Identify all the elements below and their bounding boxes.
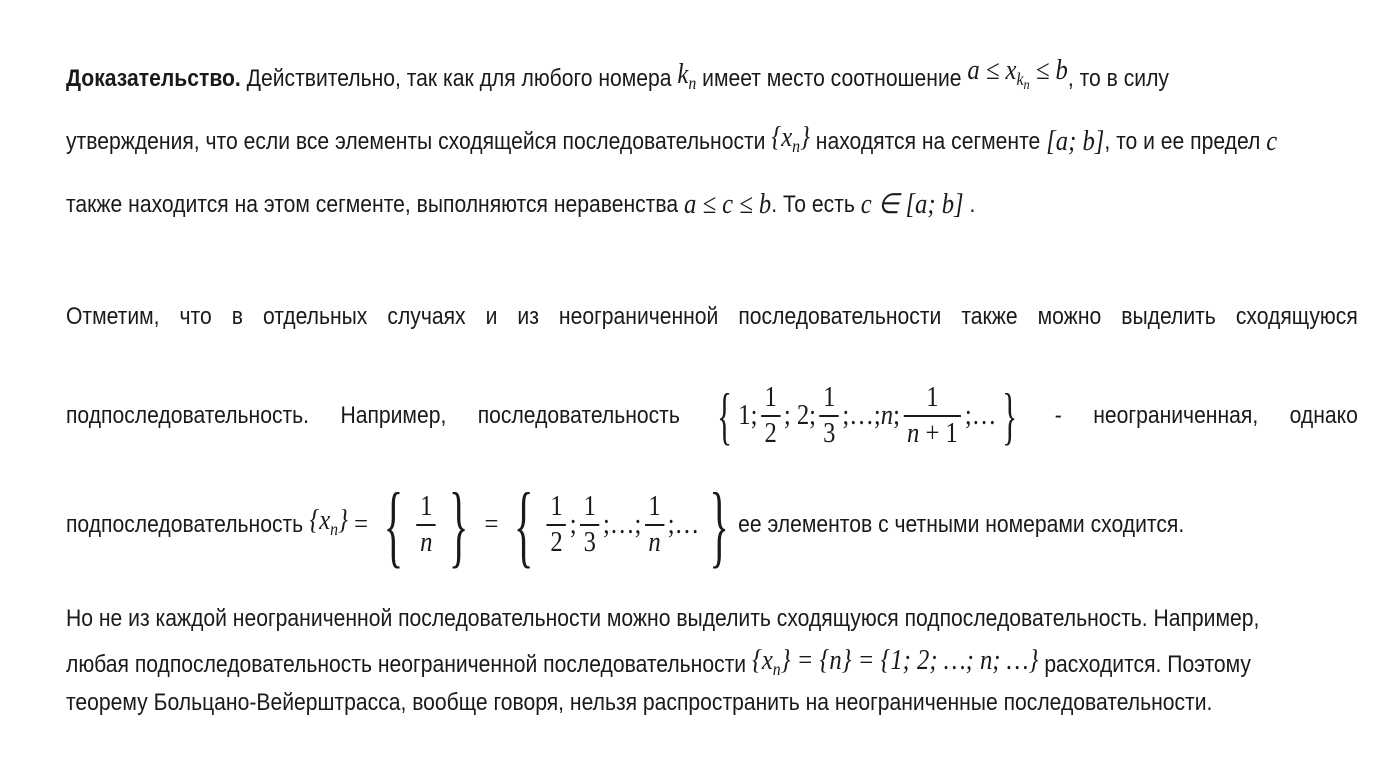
p3-text-2a: любая подпоследовательность неограниченной последовательности bbox=[66, 651, 747, 678]
p2-word: случаях bbox=[387, 303, 466, 330]
p2-line-3 bbox=[66, 474, 1203, 576]
math-diverging-seq: $\{x_n\} = \{n\} = \{1$; 2; …; n; …} bbox=[751, 645, 1039, 679]
p2-text-2f: однако bbox=[1289, 402, 1358, 429]
math-c-in-ab: c ∈ [a; b] bbox=[860, 189, 964, 220]
p2-word: сходящуюся bbox=[1235, 303, 1358, 330]
p2-word: неограниченной bbox=[558, 303, 719, 330]
p1-text-2a: утверждения, что если все элементы сходящейся последовательности bbox=[66, 128, 766, 155]
math-c: c bbox=[1266, 126, 1278, 157]
p3-line-3 bbox=[66, 686, 1213, 720]
math-seq-xn: $\{x_n\}$ bbox=[771, 122, 810, 156]
p2-line-1 bbox=[66, 300, 1358, 334]
p2-text-3b: ее элементов с четными номерами сходится. bbox=[738, 511, 1185, 538]
p2-word: можно bbox=[1037, 303, 1102, 330]
p2-word: также bbox=[961, 303, 1018, 330]
p2-line-2 bbox=[66, 376, 1358, 456]
math-segment-ab: [a; b] bbox=[1046, 126, 1105, 157]
p2-word: Отметим, bbox=[66, 303, 160, 330]
p2-word: в bbox=[231, 303, 243, 330]
proof-label: Доказательство. bbox=[66, 64, 241, 92]
p1-line-3 bbox=[66, 188, 1203, 222]
p2-text-3a: подпоследовательность bbox=[66, 511, 304, 538]
p2-text-2d: - bbox=[1054, 402, 1062, 429]
p1-text-3b: . То есть bbox=[771, 191, 855, 218]
math-unbounded-seq: { 1; $\frac{1}{2}$ ; 2; $\frac{1}{3}$ ;…; n ; $\frac{1}{n + 1}$ ;… } bbox=[717, 380, 1018, 451]
math-subsequence: $\{x_n\}$ = { $\frac{1}{n}$ } = { $\frac{1}{2}$ ; $\frac{1}{3}$ ;…; $\frac{1}{n}$ ;… } bbox=[309, 474, 729, 576]
p1-text-1a: Действительно, так как для любого номера bbox=[246, 64, 672, 92]
math-inequality-c: a ≤ c ≤ b bbox=[683, 189, 772, 220]
p2-word: что bbox=[179, 303, 212, 330]
math-kn: $k_n$ bbox=[677, 58, 697, 93]
p1-text-3a: также находится на этом сегменте, выполняются неравенства bbox=[66, 191, 679, 218]
p3-text-1: Но не из каждой неограниченной последовательности можно выделить сходящуюся подпоследовательность. Например, bbox=[66, 605, 1260, 632]
p1-text-2c: , то и ее предел bbox=[1104, 128, 1261, 155]
p3-line-2 bbox=[66, 644, 1252, 686]
p2-text-2e: неограниченная, bbox=[1093, 402, 1259, 429]
p2-text-2c: последовательность bbox=[477, 402, 680, 429]
p2-word: отдельных bbox=[262, 303, 368, 330]
p2-text-2a: подпоследовательность. bbox=[66, 402, 310, 429]
math-inequality-subseq: $a \le x_{k_n} \le b$ bbox=[967, 55, 1068, 93]
p1-line-1 bbox=[66, 54, 1203, 103]
p2-word: выделить bbox=[1121, 303, 1216, 330]
p2-word: и bbox=[485, 303, 498, 330]
p1-text-2b: находятся на сегменте bbox=[815, 128, 1041, 155]
p3-line-1 bbox=[66, 602, 1260, 636]
p1-text-3c: . bbox=[969, 191, 976, 218]
p2-word: из bbox=[517, 303, 539, 330]
p2-text-2b: Например, bbox=[340, 402, 447, 429]
p3-text-2b: расходится. Поэтому bbox=[1044, 651, 1252, 678]
p1-line-2 bbox=[66, 121, 1278, 163]
p1-text-1c: , то в силу bbox=[1067, 64, 1169, 92]
p3-text-3: теорему Больцано-Вейерштрасса, вообще говоря, нельзя распространить на неограниченные последовательности. bbox=[66, 689, 1213, 716]
p2-word: последовательности bbox=[738, 303, 942, 330]
p1-text-1b: имеет место соотношение bbox=[702, 64, 962, 92]
